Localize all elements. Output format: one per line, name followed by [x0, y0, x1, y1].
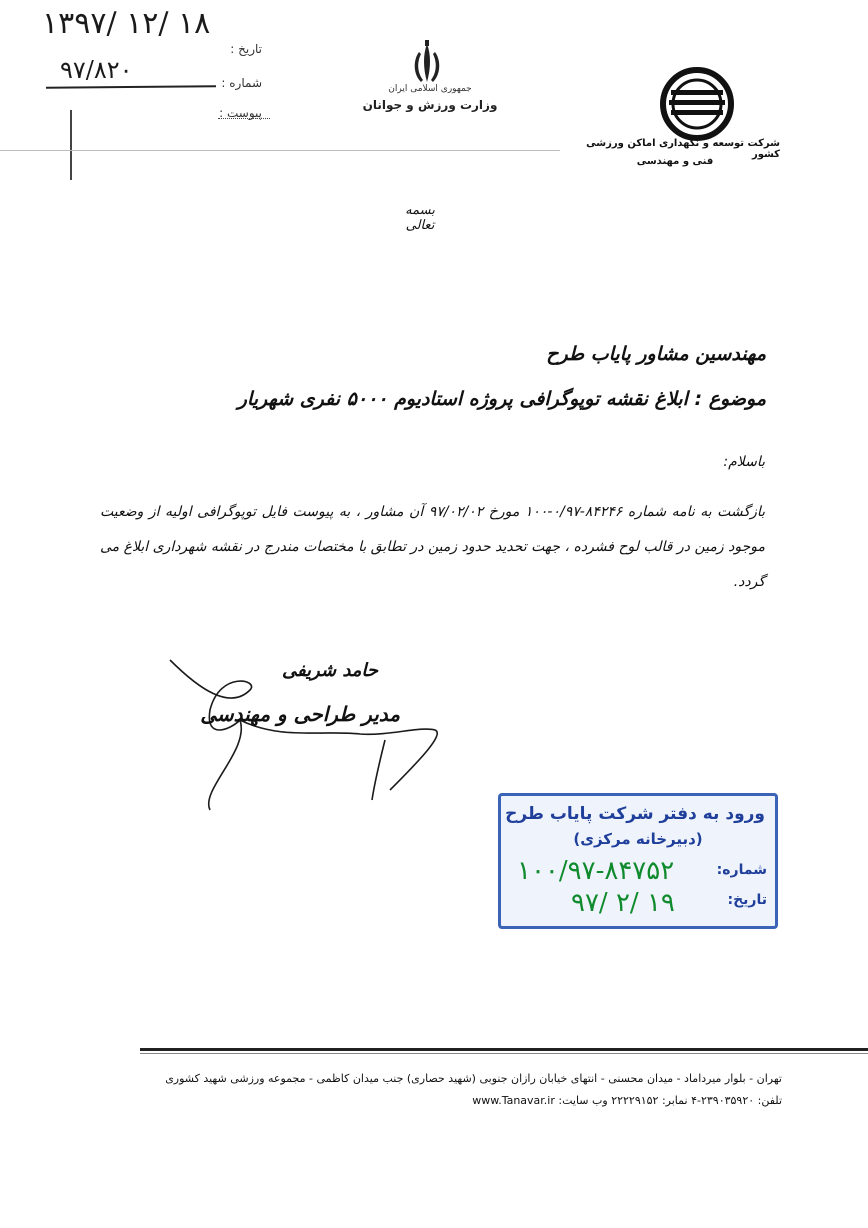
number-label: شماره :: [221, 76, 262, 90]
signer-title: مدیر طراحی و مهندسی: [200, 702, 400, 726]
handwritten-date: ۱۳۹۷/ ۱۲/ ۱۸: [42, 6, 211, 41]
number-underline: [46, 85, 216, 88]
company-name: شرکت توسعه و نگهداری اماکن ورزشی کشور: [586, 138, 780, 160]
stamp-number-label: شماره:: [716, 862, 767, 878]
attachment-label: پیوست :: [219, 106, 262, 120]
signer-name: حامد شریفی: [281, 660, 379, 681]
stamp-number-value: ۱۰۰/۹۷-۸۴۷۵۲: [517, 856, 675, 886]
ministry-caption: جمهوری اسلامی ایران: [388, 84, 472, 94]
subject-line: موضوع : ابلاغ نقشه توپوگرافی پروژه استادیوم ۵۰۰۰ نفری شهریار: [237, 388, 766, 410]
date-label: تاریخ :: [230, 42, 262, 56]
company-logo-icon: [655, 66, 739, 146]
attachment-dotline: [218, 118, 270, 119]
invocation: بسمه تعالی: [405, 203, 435, 233]
letter-body: بازگشت به نامه شماره ۸۴۲۴۶-۰/۹۷-۱۰۰ مورخ ۹۷/۰۲/۰۲ آن مشاور ، به پیوست فایل توپوگرافی اولیه از وضعیت موجود زمین در قالب لوح فشرده ، جهت تحدید حدود زمین در تطابق با مختصات مندرج در نقشه شهرداری ابلاغ می گردد.: [100, 504, 765, 590]
header-rule: [0, 150, 560, 151]
stamp-date-label: تاریخ:: [727, 892, 767, 908]
footer-address: تهران - بلوار میرداماد - میدان محسنی - انتهای خیابان رازان جنوبی (شهید حصاری) جنب میدان کاظمی - مجموعه ورزشی شهید کشوری: [165, 1072, 782, 1085]
ministry-name: وزارت ورزش و جوانان: [362, 98, 498, 112]
footer-rule: [140, 1048, 868, 1051]
company-department: فنی و مهندسی: [636, 156, 714, 167]
footer-contact: تلفن: ۲۳۹۰۳۵۹۲۰-۴ نمابر: ۲۲۲۲۹۱۵۲ وب سایت: www.Tanavar.ir: [472, 1094, 782, 1107]
receipt-stamp: [498, 793, 778, 929]
footer-rule-thin: [140, 1053, 868, 1054]
stamp-subtitle: (دبیرخانه مرکزی): [573, 830, 703, 848]
iran-emblem-icon: [405, 38, 449, 88]
margin-mark: [70, 110, 72, 180]
stamp-title: ورود به دفتر شرکت پایاب طرح: [505, 804, 765, 824]
greeting: باسلام:: [723, 454, 765, 470]
stamp-date-value: ۹۷/ ۲/ ۱۹: [571, 888, 675, 918]
handwritten-number: ۹۷/۸۲۰: [60, 56, 133, 84]
recipient: مهندسین مشاور پایاب طرح: [546, 343, 766, 365]
